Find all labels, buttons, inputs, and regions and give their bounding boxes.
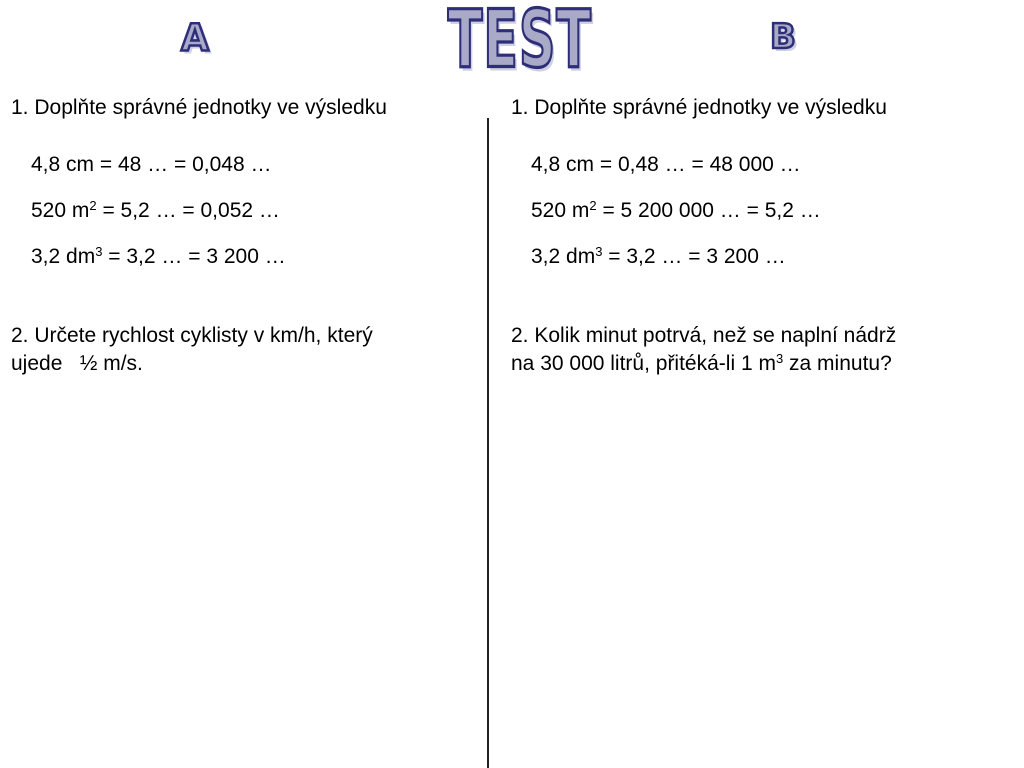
task2-line-1: 2. Kolik minut potrvá, než se naplní nádrž [511, 324, 897, 347]
variant-b-equation-2 [531, 199, 821, 223]
variant-a-task2 [11, 322, 373, 378]
task2-line-2-start: na 30 000 litrů, přitéká-li 1 m [511, 352, 776, 375]
task2-line-2 [511, 350, 896, 378]
test-title: TEST [447, 0, 592, 86]
variant-a-equation-2 [31, 199, 280, 223]
exponent: 3 [595, 244, 603, 259]
equation-base: 520 m [531, 199, 590, 222]
exponent: 2 [89, 198, 97, 213]
variant-b-equation-1: 4,8 cm = 0,48 … = 48 000 … [531, 153, 801, 176]
exponent: 3 [775, 351, 784, 366]
variant-a-title: A [181, 16, 209, 60]
equation-base: 520 m [31, 199, 90, 222]
task2-line-2-end: za minutu? [783, 352, 892, 375]
equation-rest: = 5 200 000 … = 5,2 … [596, 199, 821, 222]
exponent: 2 [589, 198, 597, 213]
equation-rest: = 5,2 … = 0,052 … [96, 199, 280, 222]
equation-base: 3,2 dm [31, 245, 96, 268]
variant-b-task2 [511, 322, 896, 378]
equation-base: 3,2 dm [531, 245, 596, 268]
variant-b-task1-heading: 1. Doplňte správné jednotky ve výsledku [511, 96, 887, 119]
task2-line-1: 2. Určete rychlost cyklisty v km/h, který [11, 324, 373, 347]
variant-a-equation-3 [31, 245, 286, 269]
variant-a-equation-1: 4,8 cm = 48 … = 0,048 … [31, 153, 272, 176]
exponent: 3 [95, 244, 103, 259]
equation-rest: = 3,2 … = 3 200 … [602, 245, 786, 268]
column-divider [487, 118, 489, 768]
equation-rest: = 3,2 … = 3 200 … [102, 245, 286, 268]
variant-a-task1-heading: 1. Doplňte správné jednotky ve výsledku [11, 96, 387, 119]
task2-line-2: ujede ½ m/s. [11, 352, 143, 375]
variant-b-equation-3 [531, 245, 786, 269]
variant-b-title: B [770, 17, 796, 57]
